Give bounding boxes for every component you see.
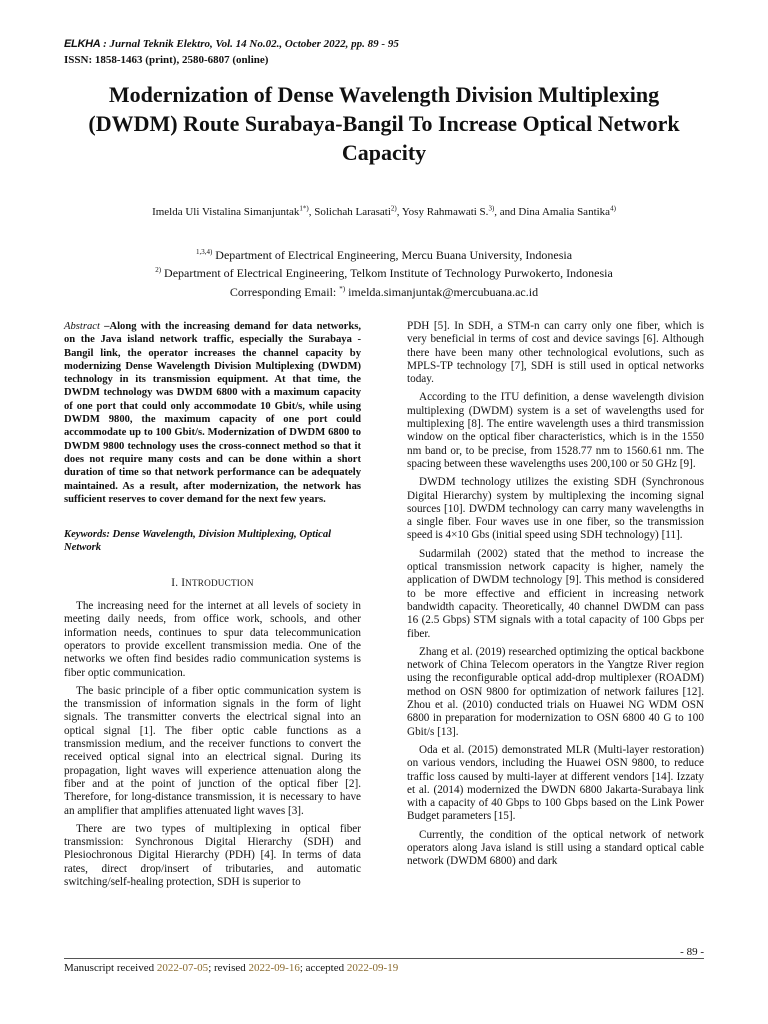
abstract-text: –Along with the increasing demand for data networks, on the Java island network traffic, especially the Surabaya - Bangil link, the operator increases the channel capacity by modernizing Dense Wavelength Division Multiplexing (DWDM) technology in its transmission equipment. At that time, the DWDM technology was DWDM 6800 with a maximum capacity of one port that could only accommodate 10 Gbit/s, while using DWDM 9800, the maximum capacity of one port could accommodate up to 100 Gbit/s. Modernization of DWDM 6800 to DWDM 9800 technology uses the cross-connect method so that it does not require many costs and can be done within a short duration of time so that network performance can be adequately maintained. As a result, after modernization, the network has sufficient reserves to cover demand for the next few years. bbox=[64, 321, 361, 505]
affiliation-2 bbox=[64, 266, 704, 281]
affiliation-text: Department of Electrical Engineering, Mercu Buana University, Indonesia bbox=[212, 248, 573, 262]
revised-label: ; revised bbox=[208, 962, 249, 974]
author-name: , Solichah Larasati bbox=[308, 206, 391, 218]
received-date: 2022-07-05 bbox=[156, 962, 209, 974]
paragraph: DWDM technology utilizes the existing SDH (Synchronous Digital Hierarchy) system by multiplexing the incoming signal sources [10]. DWDM technology can carry many wavelengths in a single fiber. Four waves use in one fiber, so the transmission speed is 4×10 Gbs (initial speed using SDH technology) [11]. bbox=[407, 476, 704, 542]
accepted-label: ; accepted bbox=[299, 962, 347, 974]
author-sup: 4) bbox=[610, 204, 616, 213]
email-sup: *) bbox=[339, 285, 346, 293]
revised-date: 2022-09-16 bbox=[248, 962, 300, 974]
abstract-label: Abstract bbox=[64, 321, 100, 332]
author-list bbox=[64, 206, 704, 218]
abstract bbox=[64, 320, 361, 506]
affiliation-text: Department of Electrical Engineering, Telkom Institute of Technology Purwokerto, Indonesia bbox=[161, 266, 613, 280]
author-sup: 3) bbox=[488, 204, 495, 213]
paragraph: The increasing need for the internet at all levels of society in meeting daily needs, from office work, schools, and other information needs, continues to spur data telecommunication operators to provide excellent transmission media. One of the networks we often find besides radio communication systems is fiber optic communication. bbox=[64, 600, 361, 679]
section-heading-introduction bbox=[64, 577, 361, 590]
issn-line: ISSN: 1858-1463 (print), 2580-6807 (online) bbox=[64, 54, 269, 66]
paragraph: Oda et al. (2015) demonstrated MLR (Multi-layer restoration) on various vendors, including the Huawei OSN 9800, to reduce traffic loss caused by multi-layer at different vendors [14]. Izzaty et al. (2014) modernized the DWDN 6800 Jakarta-Surabaya link with a capacity of 40 Gbps to 100 Gbps based on the Link Power Budget parameters [15]. bbox=[407, 743, 704, 823]
paragraph: PDH [5]. In SDH, a STM-n can carry only one fiber, which is very beneficial in terms of cost and device savings [6]. Although there have been many other technological evolutions, such as MPLS-TP technology [7], SDH is still used in optical networks today. bbox=[407, 320, 704, 386]
received-label: Manuscript received bbox=[64, 962, 157, 974]
affiliation-1 bbox=[64, 248, 704, 263]
section-number: I. bbox=[171, 576, 182, 589]
email-label: Corresponding Email: bbox=[229, 285, 340, 299]
author-name: Imelda Uli Vistalina Simanjuntak bbox=[152, 206, 300, 218]
author-sup: 1*) bbox=[299, 204, 309, 213]
journal-logo: ELKHA bbox=[64, 38, 101, 50]
paragraph: Sudarmilah (2002) stated that the method to increase the optical transmission network capacity is higher, namely the application of DWDM technology [9]. This method is considered to be more effective and efficient in increasing network bandwidth capacity. Theoretically, 40 channel DWDM can pass 16 (2.5 Gbps) STM signals with a total capacity of 100 Gbps per fiber. bbox=[407, 547, 704, 640]
section-title-rest: NTRODUCTION bbox=[185, 577, 254, 588]
affiliation-sup: 1,3,4) bbox=[195, 248, 213, 256]
manuscript-dates bbox=[64, 962, 398, 974]
paper-title: Modernization of Dense Wavelength Division Multiplexing (DWDM) Route Surabaya-Bangil To Increase Optical Network Capacity bbox=[88, 82, 680, 165]
section-title-initial: I bbox=[181, 576, 186, 589]
paragraph: The basic principle of a fiber optic communication system is the transmission of information signals in the form of light signals. The transmitter converts the electrical signal into an optical signal [1]. The fiber optic cable functions as a transmission medium, and the receiver functions to convert the received optical signal into an electrical signal. During its propagation, light waves will experience attenuation along the fiber and at the point of junction of the optical fiber [2]. Therefore, for long-distance transmission, it is necessary to have an amplifier that amplifies attenuated light waves [3]. bbox=[64, 684, 361, 817]
corresponding-email[interactable]: imelda.simanjuntak@mercubuana.ac.id bbox=[345, 285, 539, 299]
left-column bbox=[64, 320, 361, 894]
author-name: , Yosy Rahmawati S. bbox=[396, 206, 489, 218]
author-name: , and Dina Amalia Santika bbox=[494, 206, 611, 218]
journal-citation: : Jurnal Teknik Elektro, Vol. 14 No.02., October 2022, pp. 89 - 95 bbox=[100, 38, 399, 50]
paragraph: According to the ITU definition, a dense wavelength division multiplexing (DWDM) system is a set of wavelengths used for multiplexing [8]. The entire wavelength uses a third transmission window on the optical fiber characteristics, which is in the 1550 nm band or, to be precise, from 1528.77 nm to 1560.61 nm. The spacing between these wavelengths uses 200,100 or 50 GHz [9]. bbox=[407, 391, 704, 470]
corresponding-email-line bbox=[64, 285, 704, 300]
keywords: Keywords: Dense Wavelength, Division Multiplexing, Optical Network bbox=[64, 529, 332, 554]
journal-header bbox=[64, 38, 399, 50]
right-column bbox=[407, 320, 704, 874]
accepted-date: 2022-09-19 bbox=[346, 962, 399, 974]
affiliation-sup: 2) bbox=[155, 266, 162, 274]
paragraph: Currently, the condition of the optical network of network operators along Java island is still using a standard optical cable network (DWDM 6800) and dark bbox=[407, 828, 704, 868]
footer-divider bbox=[64, 958, 704, 959]
paragraph: There are two types of multiplexing in optical fiber transmission: Synchronous Digital Hierarchy (SDH) and Plesiochronous Digital Hierarchy (PDH) [4]. In terms of data rates, direct drop/insert of tributaries, and automatic switching/self-healing protection, SDH is superior to bbox=[64, 822, 361, 888]
paragraph: Zhang et al. (2019) researched optimizing the optical backbone network of China Telecom operators in the Yangtze River region using the reconfigurable optical add-drop multiplexer (ROADM) method on OSN 9800 for optimization of network failures [12]. Zhou et al. (2010) conducted trials on Huawei NG WDM OSN 6800 in preparation for modernization to OSN 6800 40 G to 100 Gbit/s [13]. bbox=[407, 645, 704, 738]
author-sup: 2) bbox=[390, 204, 397, 213]
page-number: - 89 - bbox=[680, 946, 704, 958]
